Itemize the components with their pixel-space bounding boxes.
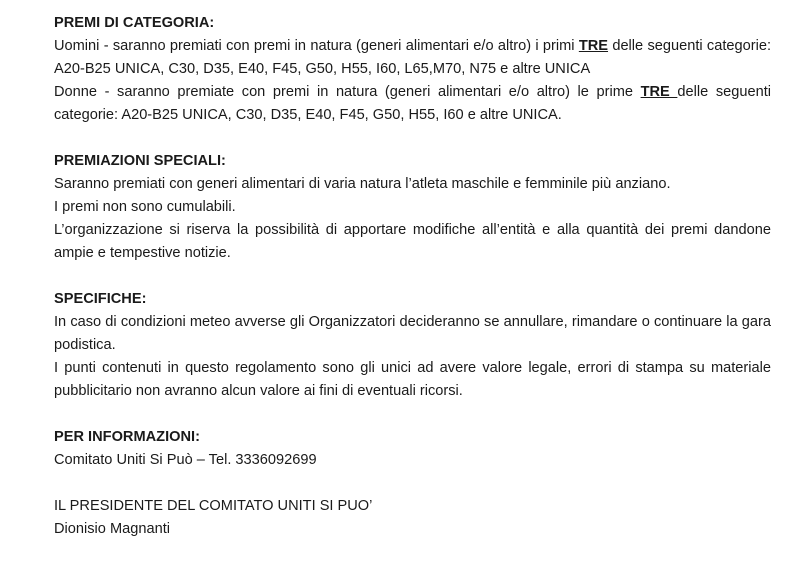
section-premiazioni-speciali (54, 150, 771, 265)
premi-uomini-text-end: delle seguenti categorie: A20-B25 UNICA, C30, D35, E40, F45, G50, H55, I60, L65,M70, N75 e altre UNICA (54, 38, 772, 77)
specifiche-line-meteo: In caso di condizioni meteo avverse gli Organizzatori decideranno se annullare, rimandare o continuare la gara podistica. (54, 314, 771, 353)
document-body (54, 12, 771, 541)
informazioni-contact: Comitato Uniti Si Può – Tel. 3336092699 (54, 452, 317, 468)
section-premi-categoria (54, 12, 771, 127)
premi-uomini-tre: TRE (578, 38, 609, 54)
premi-donne-paragraph (54, 81, 771, 127)
premi-donne-text-start: Donne - saranno premiate con premi in natura (generi alimentari e/o altro) le prime (54, 84, 641, 100)
premiazioni-speciali-heading: PREMIAZIONI SPECIALI: (54, 153, 226, 169)
premiazioni-line-modifiche: L’organizzazione si riserva la possibilità di apportare modifiche all’entità e alla quantità dei premi dandone ampie e tempestive notizie. (54, 222, 771, 261)
firma-name: Dionisio Magnanti (54, 521, 171, 537)
spacer (54, 403, 771, 426)
informazioni-heading: PER INFORMAZIONI: (54, 429, 200, 445)
firma-title: IL PRESIDENTE DEL COMITATO UNITI SI PUO’ (54, 498, 373, 514)
premi-donne-text-end: delle seguenti categorie: A20-B25 UNICA, C30, D35, E40, F45, G50, H55, I60 e altre UNICA. (54, 84, 771, 123)
section-firma (54, 495, 771, 541)
premi-donne-tre: TRE (640, 84, 678, 100)
specifiche-line-regolamento: I punti contenuti in questo regolamento sono gli unici ad avere valore legale, errori di stampa su materiale pubblicitario non avranno alcun valore ai fini di eventuali ricorsi. (54, 360, 771, 399)
premi-uomini-paragraph (54, 35, 771, 81)
section-specifiche (54, 288, 771, 403)
spacer (54, 265, 771, 288)
premiazioni-line-cumulabili: I premi non sono cumulabili. (54, 199, 236, 215)
premi-uomini-text-start: Uomini - saranno premiati con premi in natura (generi alimentari e/o altro) i primi (54, 38, 579, 54)
specifiche-heading: SPECIFICHE: (54, 291, 147, 307)
section-informazioni (54, 426, 771, 472)
spacer (54, 472, 771, 495)
premi-categoria-heading: PREMI DI CATEGORIA: (54, 15, 215, 31)
premiazioni-line-anziano: Saranno premiati con generi alimentari di varia natura l’atleta maschile e femminile più anziano. (54, 176, 671, 192)
spacer (54, 127, 771, 150)
